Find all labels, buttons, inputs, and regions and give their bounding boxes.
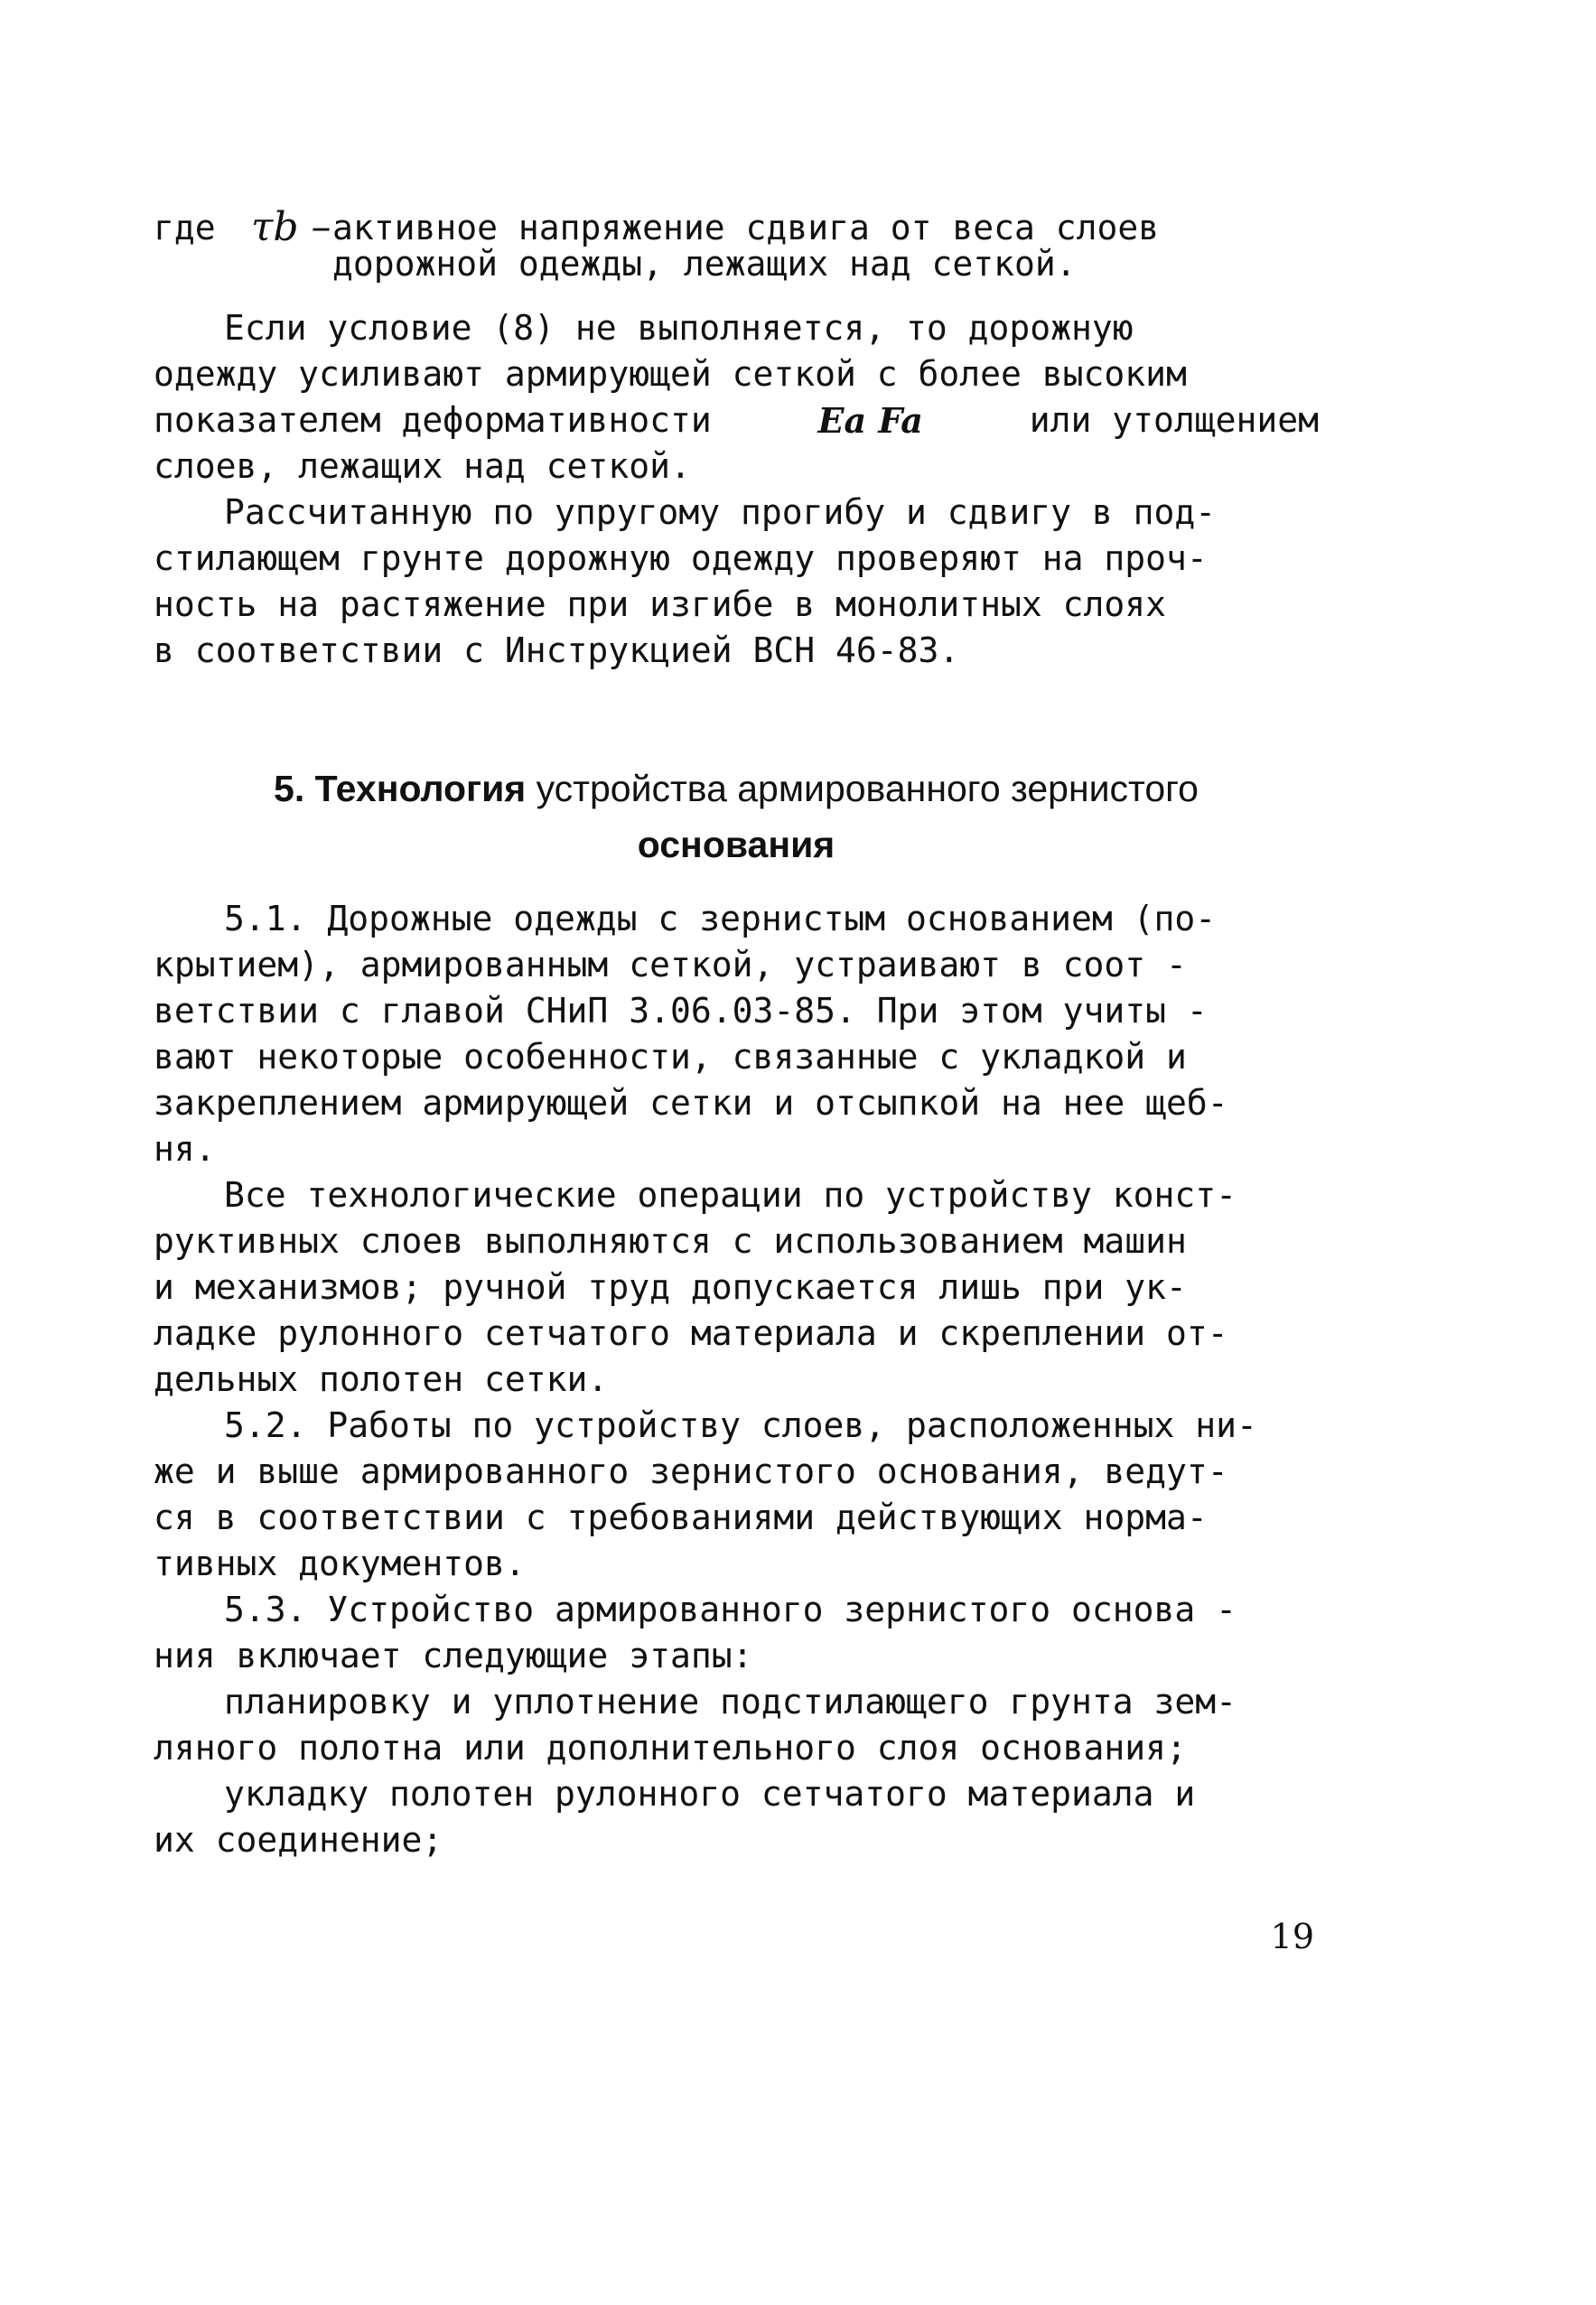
text-line: их соединение;	[154, 1820, 443, 1860]
list-item	[154, 1679, 1319, 1771]
text-line: 5.1. Дорожные одежды с зернистым основанием (по-	[224, 899, 1217, 938]
text-line: планировку и уплотнение подстилающего грунта зем-	[224, 1682, 1237, 1722]
text-line: слоев, лежащих над сеткой.	[154, 446, 691, 486]
text-line: ния включает следующие этапы:	[154, 1636, 753, 1675]
text-line: ня.	[154, 1129, 216, 1169]
page-number: 19	[1270, 1917, 1314, 1956]
text-line: вают некоторые особенности, связанные с укладкой и	[154, 1037, 1187, 1077]
text-line: укладку полотен рулонного сетчатого материала и	[224, 1774, 1196, 1814]
paragraph-operations	[154, 1172, 1319, 1403]
text-line: тивных документов.	[154, 1544, 526, 1583]
text-line: активное напряжение сдвига от веса слоев	[332, 208, 1160, 247]
text-line: ляного полотна или дополнительного слоя основания;	[154, 1728, 1187, 1768]
paragraph-condition	[154, 305, 1319, 490]
text-line: дельных полотен сетки.	[154, 1359, 609, 1399]
text-line: и механизмов; ручной труд допускается лишь при ук-	[154, 1267, 1187, 1307]
paragraph-strength-check	[154, 490, 1319, 674]
text-line: дорожной одежды, лежащих над сеткой.	[332, 244, 1077, 284]
text-line: Если условие (8) не выполняется, то дорожную	[224, 308, 1134, 348]
text-line: ность на растяжение при изгибе в монолитных слоях	[154, 584, 1167, 624]
text-line: крытием), армированным сеткой, устраивают в соот -	[154, 945, 1187, 985]
text-line: 5.3. Устройство армированного зернистого основа -	[224, 1590, 1237, 1629]
section-heading	[154, 761, 1319, 873]
paragraph-5-2	[154, 1403, 1319, 1587]
text-line: закреплением армирующей сетки и отсыпкой на нее щеб-	[154, 1083, 1228, 1123]
section-title-rest: устройства армированного зернистого	[536, 768, 1199, 809]
section-number: 5.	[274, 768, 305, 809]
definition-block	[154, 204, 1319, 284]
section-title-bold: Технология	[314, 768, 527, 809]
text-line: одежду усиливают армирующей сеткой с более высоким	[154, 354, 1187, 394]
paragraph-5-1	[154, 896, 1319, 1172]
definition-label: где	[154, 208, 216, 247]
text-line: руктивных слоев выполняются с использованием машин	[154, 1221, 1187, 1261]
tau-b-symbol: τb –	[251, 204, 331, 250]
definition-text	[332, 210, 1319, 282]
section-heading-line-2: основания	[637, 824, 835, 865]
text-line: Все технологические операции по устройству конст-	[224, 1175, 1237, 1215]
text-line: ветствии с главой СНиП 3.06.03-85. При этом учиты -	[154, 991, 1208, 1031]
text-line: показателем деформативности Ea Fa или утолщением	[154, 397, 1319, 443]
ea-fa-symbol: Ea Fa	[817, 400, 923, 441]
text-line: Рассчитанную по упругому прогибу и сдвигу в под-	[224, 492, 1217, 532]
list-item	[154, 1771, 1319, 1863]
text-line: стилающем грунте дорожную одежду проверяют на проч-	[154, 538, 1208, 578]
text-line: ся в соответствии с требованиями действующих норма-	[154, 1498, 1208, 1537]
paragraph-5-3	[154, 1587, 1319, 1679]
text-line: в соответствии с Инструкцией ВСН 46-83.	[154, 630, 960, 670]
text-line: же и выше армированного зернистого основания, ведут-	[154, 1451, 1228, 1491]
page-body	[154, 204, 1319, 1863]
text-line: ладке рулонного сетчатого материала и скреплении от-	[154, 1313, 1228, 1353]
text-line: 5.2. Работы по устройству слоев, расположенных ни-	[224, 1405, 1257, 1445]
section-heading-line-1	[154, 761, 1319, 817]
